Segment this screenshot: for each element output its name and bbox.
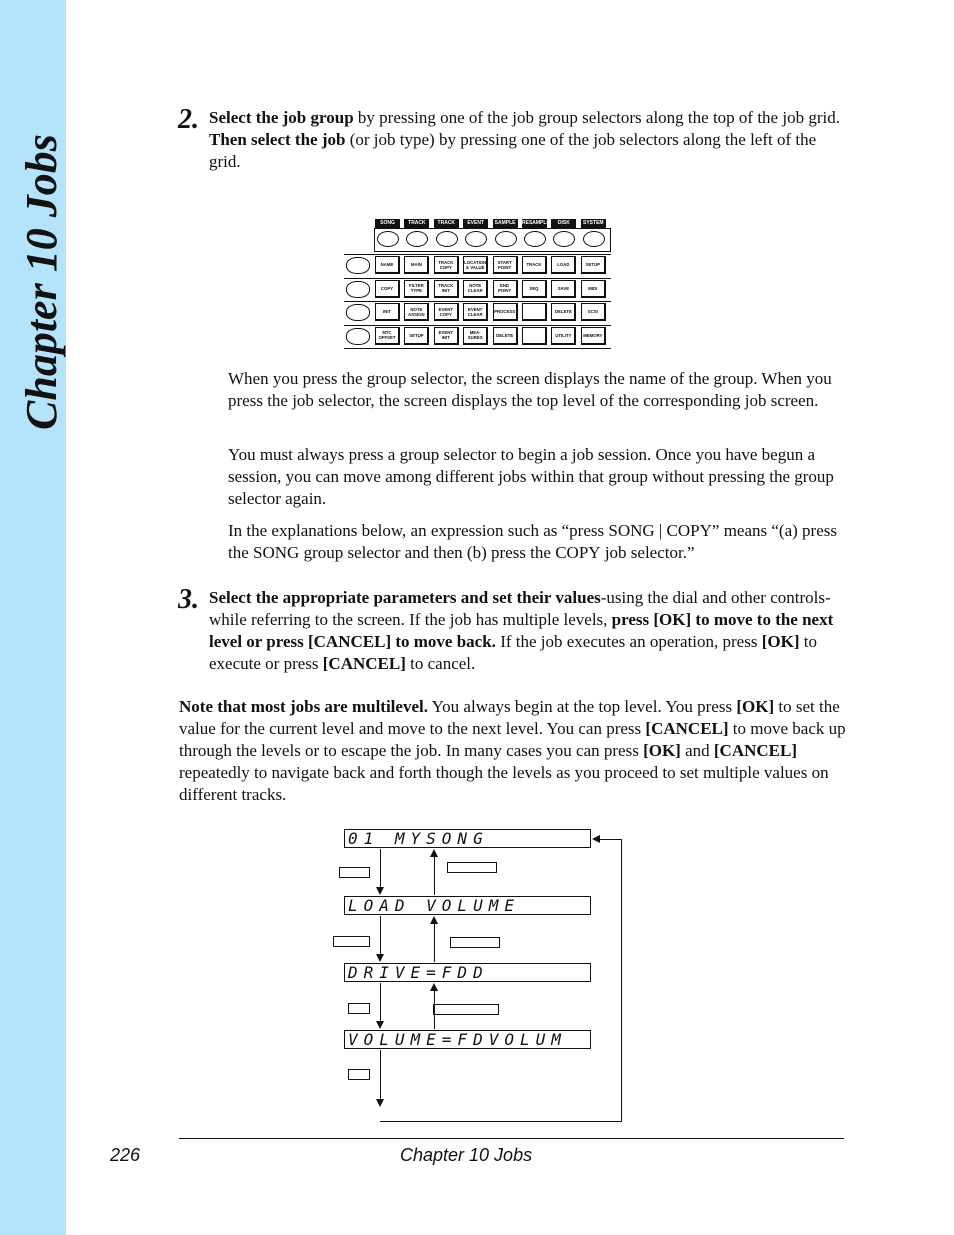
job-cell-0-6: LOAD (551, 256, 576, 274)
return-line-top (598, 839, 622, 840)
grid-row-line-1 (344, 278, 611, 279)
grid-row-line-0 (344, 254, 611, 255)
lcd-screen-2: LOAD VOLUME (344, 896, 591, 915)
job-cell-1-7: MIDI (581, 280, 606, 298)
up-arrow-3 (430, 983, 438, 991)
group-label-7: SYSTEM (581, 219, 606, 228)
lcd-screen-1: 01 MYSONG (344, 829, 591, 848)
job-selector-button-1 (346, 281, 370, 298)
p3-g: job selector.” (600, 543, 695, 562)
group-label-0: SONG (375, 219, 400, 228)
step-3-b2: [OK] (761, 632, 800, 651)
job-cell-0-3: LOCATION & VALUE (463, 256, 488, 274)
cancel-key-1 (447, 862, 497, 873)
group-selector-button-7 (583, 231, 605, 247)
ok-key-4 (348, 1069, 370, 1080)
note-b4: [CANCEL] (713, 741, 797, 760)
note-b2: [CANCEL] (645, 719, 729, 738)
paragraph-job-session: You must always press a group selector to begin a job session. Once you have begun a session, you can move among different jobs within that group without pressing the group selector again. (228, 445, 834, 508)
lcd-screen-4: VOLUME=FDVOLUM (344, 1030, 591, 1049)
job-selector-button-2 (346, 304, 370, 321)
job-cell-1-4: END POINT (493, 280, 518, 298)
paragraph-expression (228, 520, 848, 564)
step-3-number: 3. (178, 584, 199, 615)
footer-chapter: Chapter 10 Jobs (400, 1145, 533, 1165)
group-label-3: EVENT EDIT (463, 219, 488, 228)
job-cell-1-3: NOTE CLEAR (463, 280, 488, 298)
job-cell-2-3: EVENT CLEAR (463, 303, 488, 321)
down-arrow-4 (376, 1099, 384, 1107)
job-cell-3-6: UTILITY (551, 327, 576, 345)
job-cell-0-2: TRACK COPY (434, 256, 459, 274)
job-cell-2-1: NOTE ASSIGN (404, 303, 429, 321)
footer-rule (179, 1138, 844, 1139)
group-selector-button-5 (524, 231, 546, 247)
p3-e: group selector and then (b) press the (299, 543, 556, 562)
step-3-b1: press [OK] to move to the next level or press [CANCEL] to move back. (209, 610, 834, 651)
down-arrow-2 (376, 954, 384, 962)
ok-key-2 (333, 936, 370, 947)
note-t4: and (680, 741, 714, 760)
job-cell-1-0: COPY (375, 280, 400, 298)
job-cell-1-6: SAVE (551, 280, 576, 298)
group-label-4: SAMPLE (493, 219, 518, 228)
p3-copy: COPY (555, 543, 601, 562)
step-3-t4: to cancel. (405, 654, 476, 673)
p3-c: ” means “(a) press the (228, 521, 837, 562)
group-label-6: DISK (551, 219, 576, 228)
step-2-lead: Select the job group (209, 108, 354, 127)
up-line-1 (434, 857, 435, 895)
job-cell-3-1: SETUP (404, 327, 429, 345)
paragraph-multilevel-note (179, 696, 846, 806)
group-selector-button-4 (495, 231, 517, 247)
job-cell-2-4: PROCESS (493, 303, 518, 321)
grid-row-line-2 (344, 301, 611, 302)
return-arrow (592, 835, 600, 843)
step-2-number: 2. (178, 104, 199, 135)
note-b1: [OK] (736, 697, 775, 716)
return-line-bottom (380, 1121, 622, 1122)
step-2-text (209, 107, 845, 173)
job-cell-2-2: EVENT COPY (434, 303, 459, 321)
down-arrow-1 (376, 887, 384, 895)
paragraph-group-selector: When you press the group selector, the screen displays the name of the group. When you press the job selector, the screen displays the top level of the corresponding job screen. (228, 369, 832, 410)
job-cell-2-0: INIT (375, 303, 400, 321)
job-cell-2-6: DELETE (551, 303, 576, 321)
step-3-t1: -using the dial and other controls-while referring to the screen. If the job has multiple levels, (209, 588, 831, 629)
chapter-sidebar (0, 0, 66, 1235)
job-cell-3-2: EVENT INIT (434, 327, 459, 345)
p3-a: In the explanations below, an expression such as “press (228, 521, 609, 540)
job-cell-3-3: MEA- SURES (463, 327, 488, 345)
job-cell-2-7: SCSI (581, 303, 606, 321)
up-line-3 (434, 991, 435, 1029)
cancel-key-2 (450, 937, 500, 948)
grid-bottom-line (344, 348, 611, 349)
lcd-screen-3: DRIVE=FDD (344, 963, 591, 982)
job-cell-3-5 (522, 327, 547, 345)
job-cell-3-7: MEMORY (581, 327, 606, 345)
step-3-text (209, 587, 845, 675)
step-3-t2: If the job executes an operation, press (495, 632, 762, 651)
job-cell-0-1: MAIN (404, 256, 429, 274)
job-grid-diagram (344, 218, 611, 348)
job-cell-3-4: DELETE (493, 327, 518, 345)
up-arrow-2 (430, 916, 438, 924)
job-cell-1-1: FILTER TYPE (404, 280, 429, 298)
group-label-2: TRACK EDIT (434, 219, 459, 228)
job-selector-button-3 (346, 328, 370, 345)
p3-song-copy: SONG | COPY (608, 521, 712, 540)
step-3-t3: to execute or press (209, 632, 817, 673)
job-cell-1-2: TRACK INIT (434, 280, 459, 298)
down-line-4 (380, 1050, 381, 1100)
step-3-b3: [CANCEL] (322, 654, 406, 673)
note-t3: to move back up through the levels or to escape the job. In many cases you can press (179, 719, 846, 760)
return-line-right (621, 839, 622, 1122)
note-b3: [OK] (643, 741, 681, 760)
ok-key-1 (339, 867, 370, 878)
down-line-3 (380, 983, 381, 1021)
down-line-1 (380, 849, 381, 887)
job-cell-2-5 (522, 303, 547, 321)
step-2-lead2: Then select the job (209, 130, 346, 149)
job-cell-1-5: SEQ (522, 280, 547, 298)
note-lead: Note that most jobs are multilevel. (179, 697, 428, 716)
job-selector-button-0 (346, 257, 370, 274)
note-t2: to set the value for the current level and move to the next level. You can press (179, 697, 840, 738)
step-3-lead: Select the appropriate parameters and set their values (209, 588, 601, 607)
group-label-5: RESAMPLE (522, 220, 550, 226)
cancel-key-3 (433, 1004, 499, 1015)
job-cell-0-4: START POINT (493, 256, 518, 274)
job-cell-0-0: NAME (375, 256, 400, 274)
note-t5: repeatedly to navigate back and forth though the levels as you proceed to set multiple values on different tracks. (179, 763, 829, 804)
job-cell-0-7: SETUP (581, 256, 606, 274)
group-selector-button-2 (436, 231, 458, 247)
step-2-t1: by pressing one of the job group selectors along the top of the job grid. (353, 108, 840, 127)
group-label-1: TRACK EDIT (404, 219, 429, 228)
job-cell-3-0: MTC OFFSET (375, 327, 400, 345)
group-selector-button-0 (377, 231, 399, 247)
down-line-2 (380, 916, 381, 954)
step-2-t2: (or job type) by pressing one of the job selectors along the left of the grid. (209, 130, 817, 171)
down-arrow-3 (376, 1021, 384, 1029)
grid-row-line-3 (344, 325, 611, 326)
up-arrow-1 (430, 849, 438, 857)
job-cell-0-5: TRACK (522, 256, 547, 274)
ok-key-3 (348, 1003, 370, 1014)
p3-song: SONG (253, 543, 300, 562)
up-line-2 (434, 924, 435, 962)
sidebar-chapter-title: Chapter 10 Jobs (17, 134, 66, 430)
page-number: 226 (110, 1145, 141, 1165)
note-t1: You always begin at the top level. You press (427, 697, 737, 716)
